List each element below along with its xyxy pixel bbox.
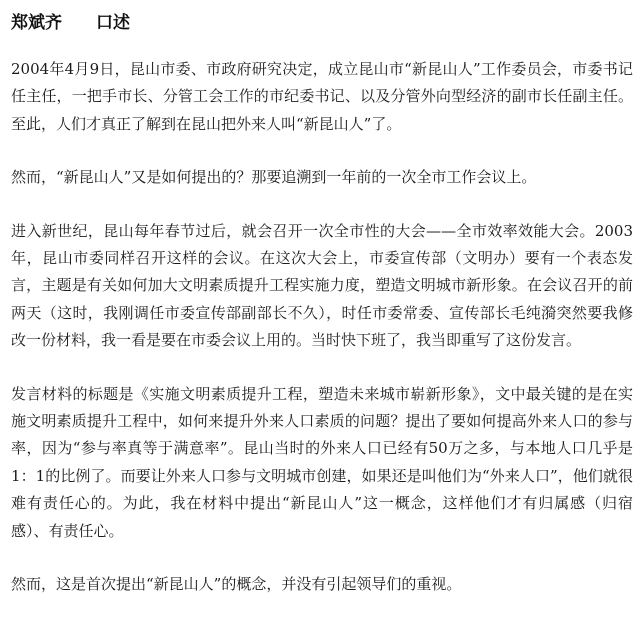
byline (11, 0, 633, 42)
paragraph-2: 然而，“新昆山人”又是如何提出的？那要追溯到一年前的一次全市工作会议上。 (11, 168, 537, 187)
paragraph-3: 进入新世纪，昆山每年春节过后，就会召开一次全市性的大会——全市效率效能大会。2003年，昆山市委同样召开这样的会议。在这次大会上，市委宣传部（文明办）要有一个表态发言，主题是有关如何加大文明素质提升工程实施力度，塑造文明城市新形象。在会议召开的前两天（这时，我刚调任市委宣传部副部长不久），时任市委常委、宣传部长毛纯漪突然要我修改一份材料，我一看是要在市委会议上用的。当时快下班了，我当即重写了这份发言。 (11, 221, 633, 350)
article (11, 0, 633, 599)
paragraph-4: 发言材料的标题是《实施文明素质提升工程，塑造未来城市崭新形象》，文中最关键的是在实施文明素质提升工程中，如何来提升外来人口素质的问题？提出了要如何提高外来人口的参与率，因为“参与率真等于满意率”。昆山当时的外来人口已经有50万之多，与本地人口几乎是1：1的比例了。而要让外来人口参与文明城市创建，如果还是叫他们为“外来人口”，他们就很难有责任心的。为此，我在材料中提出“新昆山人”这一概念，这样他们才有归属感（归宿感）、有责任心。 (11, 384, 633, 540)
paragraph-5: 然而，这是首次提出“新昆山人”的概念，并没有引起领导们的重视。 (11, 575, 462, 594)
narrator-name: 郑斌齐 (11, 13, 62, 33)
paragraph-1: 2004年4月9日，昆山市委、市政府研究决定，成立昆山市“新昆山人”工作委员会，市委书记任主任，一把手市长、分管工会工作的市纪委书记、以及分管外向型经济的副市长任副主任。至此，人们才真正了解到在昆山把外来人叫“新昆山人”了。 (11, 60, 633, 133)
narration-label: 口述 (96, 13, 130, 33)
